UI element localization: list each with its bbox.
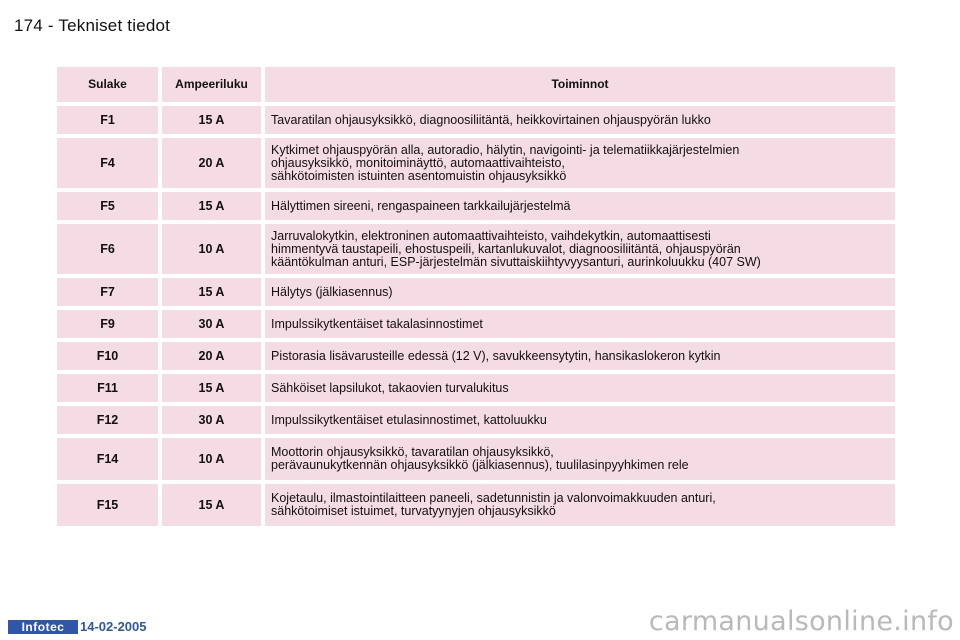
column-header-amperage: Ampeeriluku (162, 67, 261, 102)
functions-cell (265, 342, 895, 370)
column-header-functions: Toiminnot (265, 67, 895, 102)
amperage-cell: 15 A (162, 106, 261, 134)
fuse-id-cell: F4 (57, 138, 158, 188)
function-line: Kytkimet ohjauspyörän alla, autoradio, hälytin, navigointi- ja telematiikkajärjestelmien (271, 142, 740, 157)
functions-cell (265, 192, 895, 220)
amperage-cell: 10 A (162, 438, 261, 480)
function-line: Pistorasia lisävarusteille edessä (12 V), savukkeensytytin, hansikaslokeron kytkin (271, 348, 721, 363)
table-row (57, 342, 895, 370)
fuse-id-cell: F14 (57, 438, 158, 480)
fuse-id-cell: F1 (57, 106, 158, 134)
function-line: perävaunukytkennän ohjausyksikkö (jälkiasennus), tuulilasinpyyhkimen rele (271, 458, 689, 472)
function-line: Tavaratilan ohjausyksikkö, diagnoosiliitäntä, heikkovirtainen ohjauspyörän lukko (271, 112, 711, 127)
functions-cell (265, 278, 895, 306)
watermark: carmanualsonline.info (648, 606, 954, 637)
table-row (57, 438, 895, 480)
amperage-cell: 30 A (162, 310, 261, 338)
table-row (57, 278, 895, 306)
table-row (57, 138, 895, 188)
functions-cell (265, 484, 895, 526)
table-header-row (57, 67, 895, 102)
functions-cell (265, 106, 895, 134)
function-line: himmentyvä taustapeili, ehostuspeili, kartanlukuvalot, diagnoosiliitäntä, ohjauspyörän (271, 241, 741, 256)
page-title: Tekniset tiedot (58, 16, 171, 35)
footer-date: 14-02-2005 (80, 619, 147, 634)
table-row (57, 310, 895, 338)
fuse-id-cell: F7 (57, 278, 158, 306)
functions-cell (265, 374, 895, 402)
fuse-id-cell: F9 (57, 310, 158, 338)
page-number: 174 (14, 16, 43, 35)
table-row (57, 192, 895, 220)
fuse-table (53, 63, 899, 530)
fuse-id-cell: F6 (57, 224, 158, 274)
table-row (57, 374, 895, 402)
amperage-cell: 20 A (162, 138, 261, 188)
function-line: sähkötoimisten istuinten asentomuistin ohjausyksikkö (271, 168, 567, 183)
fuse-id-cell: F12 (57, 406, 158, 434)
header-separator: - (47, 16, 54, 35)
page-header (14, 16, 170, 36)
table-row (57, 106, 895, 134)
fuse-id-cell: F10 (57, 342, 158, 370)
amperage-cell: 15 A (162, 484, 261, 526)
amperage-cell: 30 A (162, 406, 261, 434)
function-line: Impulssikytkentäiset etulasinnostimet, kattoluukku (271, 412, 547, 427)
table-row (57, 406, 895, 434)
functions-cell (265, 138, 895, 188)
function-line: Kojetaulu, ilmastointilaitteen paneeli, sadetunnistin ja valonvoimakkuuden anturi, (271, 491, 716, 505)
function-line: Jarruvalokytkin, elektroninen automaattivaihteisto, vaihdekytkin, automaattisesti (271, 228, 711, 243)
amperage-cell: 15 A (162, 278, 261, 306)
function-line: Hälytys (jälkiasennus) (271, 284, 393, 299)
functions-cell (265, 406, 895, 434)
amperage-cell: 20 A (162, 342, 261, 370)
amperage-cell: 15 A (162, 374, 261, 402)
function-line: Moottorin ohjausyksikkö, tavaratilan ohjausyksikkö, (271, 445, 554, 459)
function-line: ohjausyksikkö, monitoiminäyttö, automaattivaihteisto, (271, 155, 565, 170)
fuse-id-cell: F15 (57, 484, 158, 526)
function-line: Hälyttimen sireeni, rengaspaineen tarkkailujärjestelmä (271, 198, 571, 213)
functions-cell (265, 224, 895, 274)
functions-cell (265, 310, 895, 338)
functions-cell (265, 438, 895, 480)
infotec-logo: Infotec (8, 620, 78, 634)
fuse-table-body (57, 106, 895, 526)
fuse-id-cell: F11 (57, 374, 158, 402)
table-row (57, 224, 895, 274)
function-line: Sähköiset lapsilukot, takaovien turvalukitus (271, 380, 509, 395)
function-line: kääntökulman anturi, ESP-järjestelmän sivuttaiskiihtyvyysanturi, aurinkoluukku (407 SW) (271, 254, 761, 269)
function-line: Impulssikytkentäiset takalasinnostimet (271, 316, 483, 331)
amperage-cell: 10 A (162, 224, 261, 274)
column-header-fuse: Sulake (57, 67, 158, 102)
function-line: sähkötoimiset istuimet, turvatyynyjen ohjausyksikkö (271, 504, 556, 518)
fuse-id-cell: F5 (57, 192, 158, 220)
amperage-cell: 15 A (162, 192, 261, 220)
table-row (57, 484, 895, 526)
